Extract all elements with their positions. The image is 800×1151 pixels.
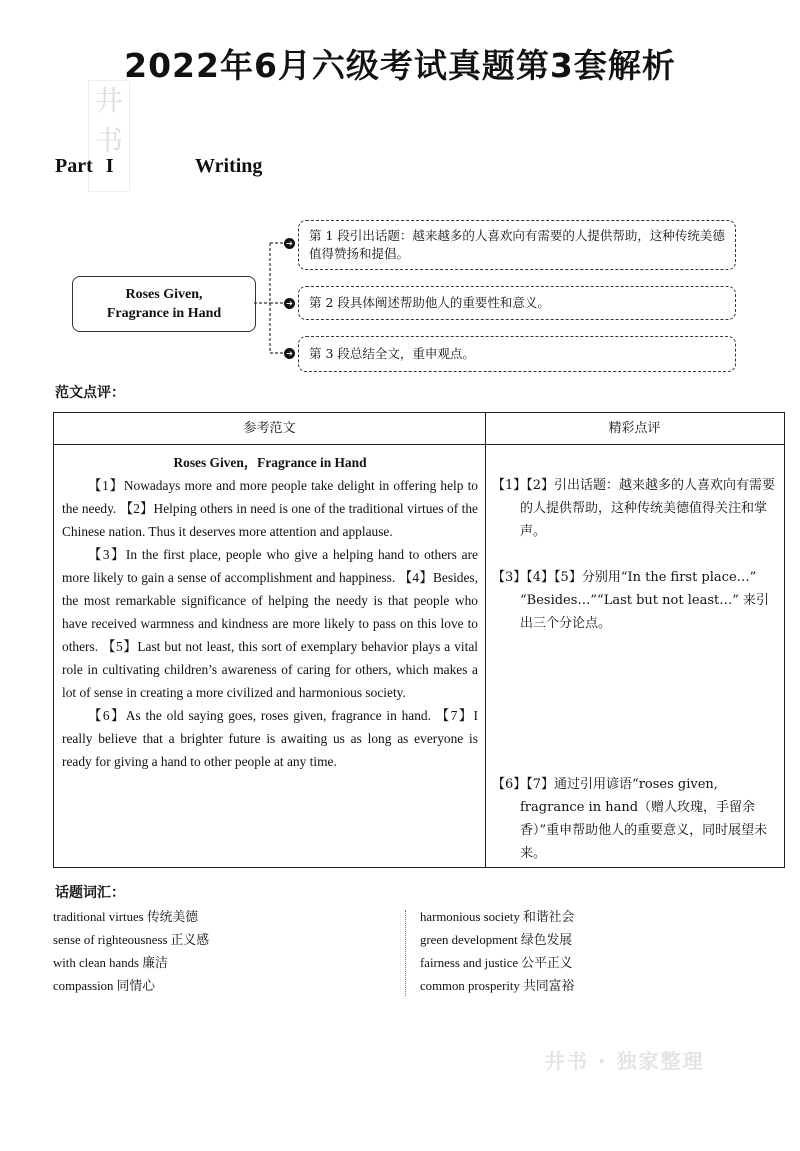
arrow-icon: ➔ bbox=[284, 238, 295, 249]
essay-paragraph-2: 【3】In the first place, people who give a helping hand to others are more likely to gain a sense of accomplishment and happiness. 【4】Besides, the most remarkable significance of helping the needy is that people who have received warmness and kindness are more likely to pass on this love to others. 【5】Last but not least, this sort of exemplary behavior plays a vital role in cultivating children’s awareness of caring for others, which makes a lot of sense in creating a more civilized and harmonious society. bbox=[62, 547, 478, 700]
mindmap-center-line2: Fragrance in Hand bbox=[106, 306, 222, 321]
watermark-logo: 井书 bbox=[88, 80, 130, 192]
section-vocab-label: 话题词汇： bbox=[55, 885, 125, 901]
vocab-item: harmonious society 和谐社会 bbox=[420, 910, 575, 924]
mindmap-branch-3: 第 3 段总结全文，重申观点。 bbox=[298, 336, 736, 372]
comment-2 bbox=[492, 566, 780, 635]
comment-3-text: 【6】【7】通过引用谚语“roses given, fragrance in hand（赠人玫瑰，手留余香）”重申帮助他人的重要意义，同时展望未来。 bbox=[492, 777, 768, 861]
table-header-right: 精彩点评 bbox=[485, 413, 784, 445]
essay-body bbox=[62, 451, 478, 773]
part-name: Writing bbox=[195, 155, 263, 177]
comment-1 bbox=[492, 474, 780, 543]
vocab-item: traditional virtues 传统美德 bbox=[53, 910, 199, 924]
part-label: Part bbox=[55, 155, 93, 177]
mindmap-branch-2: 第 2 段具体阐述帮助他人的重要性和意义。 bbox=[298, 286, 736, 320]
arrow-icon: ➔ bbox=[284, 348, 295, 359]
essay-table bbox=[53, 412, 785, 868]
vocab-item: compassion 同情心 bbox=[53, 979, 156, 993]
comment-2-text: 【3】【4】【5】分别用“In the first place…” “Besides…”“Last but not least…” 来引出三个分论点。 bbox=[492, 570, 769, 631]
page-title: 2022年6月六级考试真题第3套解析 bbox=[124, 46, 676, 85]
mindmap-branch-1: 第 1 段引出话题：越来越多的人喜欢向有需要的人提供帮助，这种传统美德值得赞扬和提倡。 bbox=[298, 220, 736, 270]
mindmap-center bbox=[72, 276, 256, 332]
section-review-label: 范文点评： bbox=[55, 385, 125, 401]
comment-1-text: 【1】【2】引出话题：越来越多的人喜欢向有需要的人提供帮助，这种传统美德值得关注和掌声。 bbox=[492, 478, 776, 539]
vocab-item: common prosperity 共同富裕 bbox=[420, 979, 575, 993]
essay-paragraph-3: 【6】As the old saying goes, roses given, fragrance in hand. 【7】I really believe that a brighter future is awaiting us as long as everyone is ready for giving a hand to other people at any time. bbox=[62, 708, 478, 769]
mindmap-center-line1: Roses Given, bbox=[125, 287, 203, 302]
part-numeral: I bbox=[105, 155, 114, 177]
vocab-item: green development 绿色发展 bbox=[420, 933, 573, 947]
vocab-item: sense of righteousness 正义感 bbox=[53, 933, 210, 947]
comment-3 bbox=[492, 773, 780, 865]
vocab-item: with clean hands 廉洁 bbox=[53, 956, 168, 970]
table-header-left: 参考范文 bbox=[54, 413, 485, 445]
arrow-icon: ➔ bbox=[284, 298, 295, 309]
essay-paragraph-1: 【1】Nowadays more and more people take delight in offering help to the needy. 【2】Helping others in need is one of the traditional virtues of the Chinese nation. Thus it deserves more attention and applause. bbox=[62, 478, 478, 539]
table-divider bbox=[485, 413, 486, 867]
essay-title: Roses Given，Fragrance in Hand bbox=[173, 455, 367, 470]
footer-watermark: 井书 · 独家整理 bbox=[545, 1049, 705, 1073]
vocab-divider bbox=[405, 910, 406, 996]
part-heading bbox=[55, 155, 263, 178]
vocab-list-right bbox=[420, 906, 574, 998]
vocab-list-left bbox=[53, 906, 209, 998]
vocab-item: fairness and justice 公平正义 bbox=[420, 956, 573, 970]
